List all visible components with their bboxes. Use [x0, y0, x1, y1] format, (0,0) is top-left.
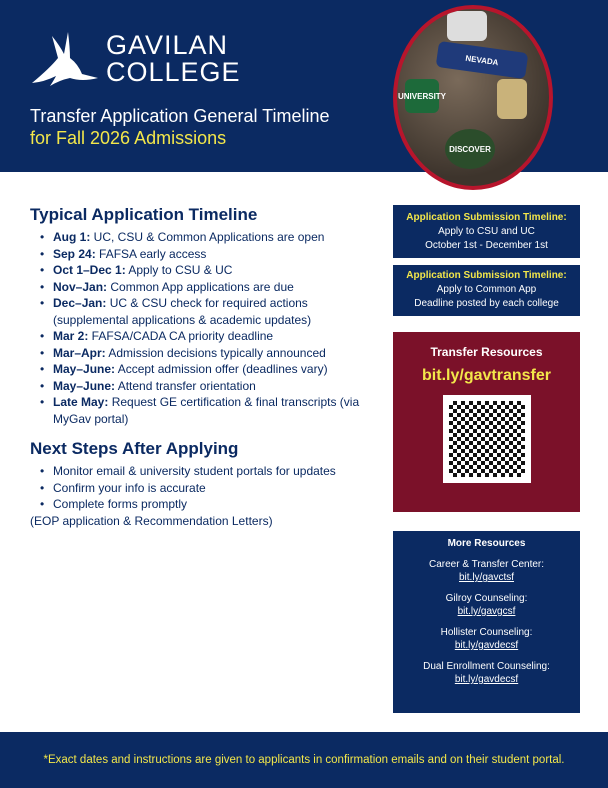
box1-title: Application Submission Timeline: [406, 212, 567, 223]
resource-link[interactable]: bit.ly/gavctsf [458, 572, 515, 583]
timeline-heading: Typical Application Timeline [30, 205, 258, 224]
timeline-date: Oct 1–Dec 1: [53, 263, 126, 277]
next-step-item: • Confirm your info is accurate [38, 480, 370, 497]
timeline-text: UC & CSU check for required actions (supplemental applications & academic updates) [53, 296, 312, 327]
page-subtitle: for Fall 2026 Admissions [30, 128, 227, 148]
timeline-date: Mar–Apr: [53, 345, 106, 360]
sticker-discover: DISCOVER [445, 129, 495, 169]
timeline-text: Accept admission offer (deadlines vary) [115, 362, 328, 376]
timeline-item [38, 345, 370, 362]
sticker-mascot [497, 79, 527, 119]
resource-label: Career & Transfer Center: [428, 559, 545, 570]
timeline-text: UC, CSU & Common Applications are open [90, 230, 325, 244]
hawk-logo-icon [30, 28, 100, 90]
header [0, 0, 608, 172]
next-steps-note: (EOP application & Recommendation Letters) [30, 513, 273, 528]
next-steps-list [30, 463, 370, 513]
timeline-list [30, 229, 370, 427]
timeline-item [38, 394, 370, 427]
csu-uc-timeline-box [393, 205, 580, 258]
transfer-link[interactable]: bit.ly/gavtransfer [422, 367, 551, 384]
box2-title: Application Submission Timeline: [406, 270, 567, 281]
timeline-date: Dec–Jan: [53, 296, 107, 310]
sticker-nevada: NEVADA [436, 41, 529, 79]
next-step-item: • Monitor email & university student portals for updates [38, 463, 370, 480]
timeline-item [38, 229, 370, 246]
more-title: More Resources [447, 538, 526, 549]
page-title: Transfer Application General Timeline [30, 106, 330, 126]
timeline-date: Late May: [53, 395, 109, 409]
timeline-date: Sep 24: [53, 246, 96, 261]
timeline-text: FAFSA early access [95, 246, 207, 261]
timeline-item [38, 328, 370, 345]
gavilan-logo [30, 28, 241, 90]
timeline-text: FAFSA/CADA CA priority deadline [88, 329, 274, 343]
timeline-item [38, 361, 370, 378]
timeline-date: Aug 1: [53, 230, 91, 244]
timeline-item [38, 246, 370, 263]
box1-line2: October 1st - December 1st [425, 240, 548, 251]
sticker-university: UNIVERSITY [405, 79, 439, 113]
logo-line1: GAVILAN [106, 30, 229, 60]
timeline-date: Mar 2: [53, 329, 89, 343]
timeline-text: Attend transfer orientation [115, 378, 256, 393]
resource-link[interactable]: bit.ly/gavdecsf [454, 674, 519, 685]
timeline-item [38, 295, 370, 328]
resource-link[interactable]: bit.ly/gavgcsf [457, 606, 516, 617]
resource-label: Gilroy Counseling: [445, 593, 528, 604]
logo-line2: COLLEGE [106, 57, 241, 87]
box1-line1: Apply to CSU and UC [438, 226, 535, 237]
timeline-date: May–June: [53, 362, 116, 376]
timeline-item [38, 378, 370, 395]
common-app-timeline-box [393, 265, 580, 316]
next-step-item: • Complete forms promptly [38, 496, 370, 513]
timeline-text: Admission decisions typically announced [105, 345, 326, 360]
resource-label: Hollister Counseling: [440, 627, 533, 638]
timeline-text: Apply to CSU & UC [125, 263, 233, 277]
transfer-resources-box [393, 332, 580, 512]
resource-label: Dual Enrollment Counseling: [423, 661, 550, 672]
qr-code[interactable] [443, 395, 531, 483]
footer-disclaimer: *Exact dates and instructions are given to applicants in confirmation emails and on their student portal. [0, 732, 608, 788]
box2-line1: Apply to Common App [436, 284, 537, 295]
timeline-date: Nov–Jan: [53, 279, 108, 294]
main-content [30, 205, 370, 529]
more-resources-box [393, 531, 580, 713]
stickers-photo [393, 5, 553, 190]
sticker-top [447, 11, 487, 41]
box2-line2: Deadline posted by each college [414, 298, 559, 309]
transfer-title: Transfer Resources [430, 345, 543, 359]
timeline-item [38, 279, 370, 296]
timeline-text: Request GE certification & final transcripts (via MyGav portal) [53, 395, 360, 426]
timeline-item [38, 262, 370, 279]
timeline-text: Common App applications are due [107, 279, 294, 294]
next-steps-heading: Next Steps After Applying [30, 439, 239, 458]
timeline-date: May–June: [53, 378, 116, 393]
resource-link[interactable]: bit.ly/gavdecsf [454, 640, 519, 651]
